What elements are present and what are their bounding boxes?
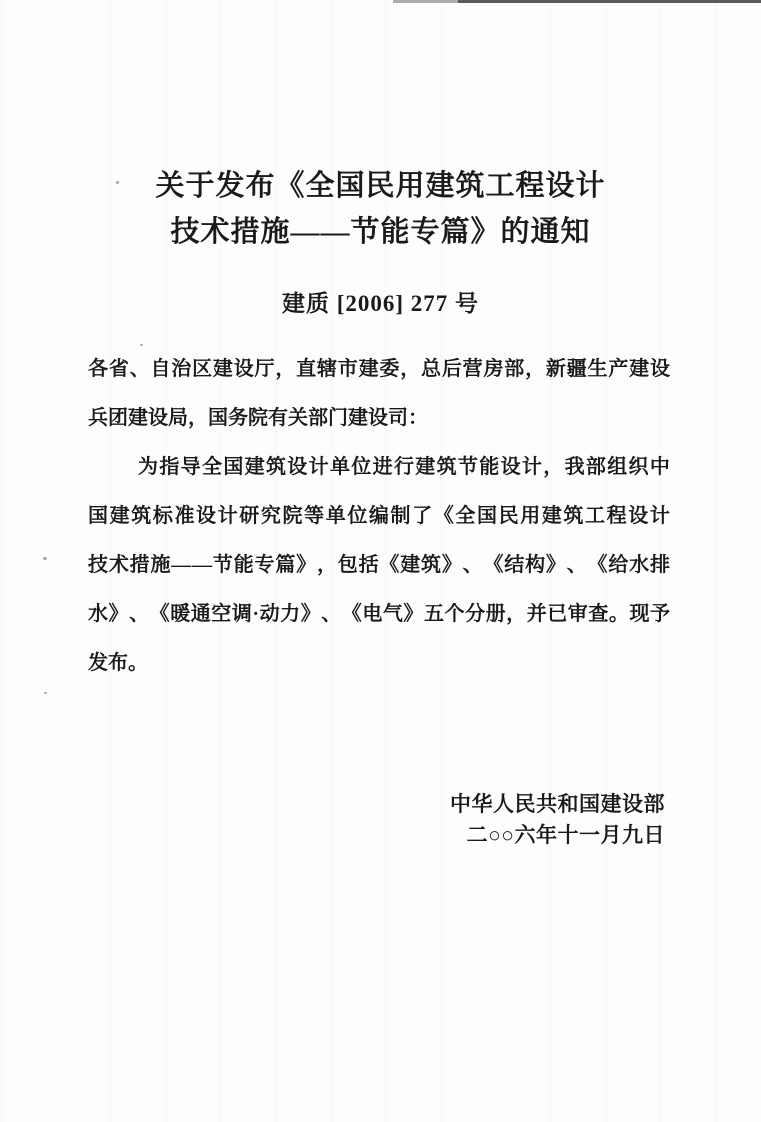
body-line: 国 建 筑 标 准 设 计 研 究 院 等 单 位 编 制 了 《 全 国 民 用 建 筑 工 程 设 计 — [88, 505, 670, 527]
salutation-line: 各 省 、 自 治 区 建 设 厅 ， 直 辖 市 建 委 ， 总 后 营 房 部 ， 新 疆 生 产 建 设 — [88, 358, 670, 380]
body-line: 为 指 导 全 国 建 筑 设 计 单 位 进 行 建 筑 节 能 设 计 ， 我 部 组 织 中 — [138, 456, 670, 478]
notice-content — [88, 345, 670, 688]
salutation-line: 兵团建设局，国务院有关部门建设司： — [88, 407, 428, 429]
scan-speck — [44, 692, 47, 694]
notice-title-line-2: 技术措施——节能专篇》的通知 — [170, 216, 591, 248]
notice-title — [0, 163, 761, 255]
scan-artifact-bar-dark — [458, 0, 761, 3]
body-line: 水 》 、 《 暖 通 空 调 · 动 力 》 、 《 电 气 》 五 个 分 册 ， 并 已 审 查 。 现 予 — [88, 603, 670, 625]
notice-title-line-1: 关于发布《全国民用建筑工程设计 — [155, 170, 606, 202]
signature-block — [450, 789, 665, 851]
scan-artifact-bar-light — [393, 0, 458, 3]
scan-speck — [43, 557, 47, 560]
issue-date: 二○○六年十一月九日 — [466, 823, 665, 847]
body-line: 发布。 — [88, 652, 148, 674]
body-line: 技 术 措 施 — — 节 能 专 篇 》 ， 包 括 《 建 筑 》 、 《 结 构 》 、 《 给 水 排 — [88, 554, 670, 576]
document-number: 建质 [2006] 277 号 — [281, 291, 480, 316]
issuing-organization: 中华人民共和国建设部 — [450, 792, 665, 816]
